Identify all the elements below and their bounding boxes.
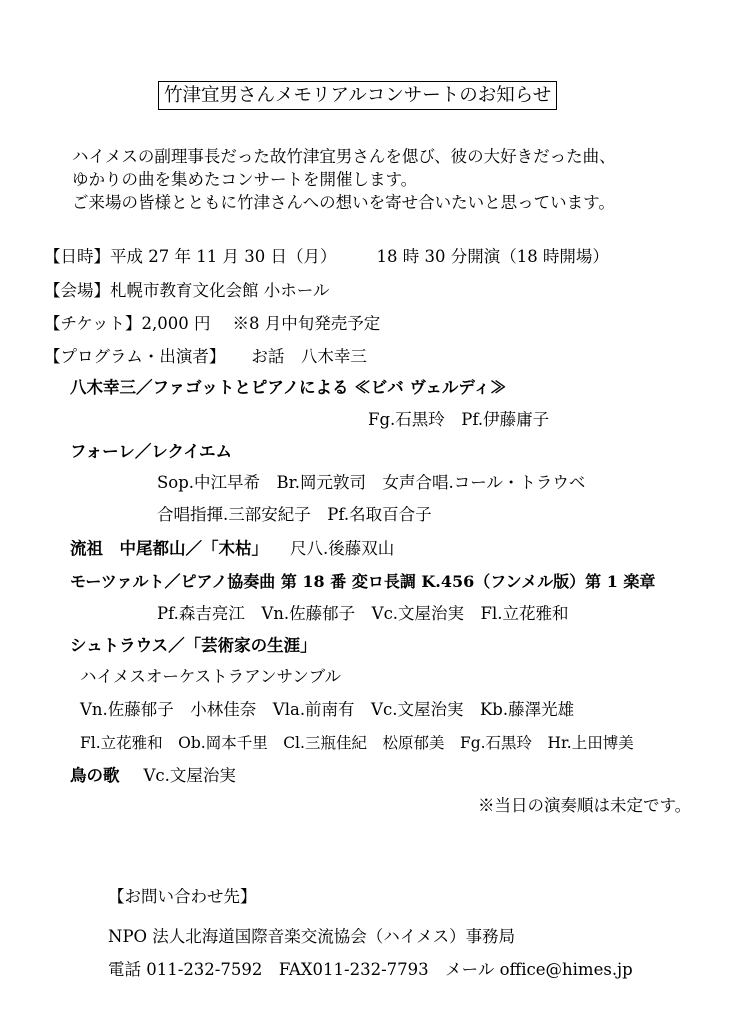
program-item-3 bbox=[70, 539, 394, 559]
program-item-6-players: Vc.文屋治実 bbox=[143, 766, 236, 785]
program-item-6-title: 鳥の歌 bbox=[70, 766, 120, 785]
ticket-label: 【チケット】 bbox=[44, 314, 142, 333]
ticket-row bbox=[44, 314, 380, 334]
venue-value: 札幌市教育文化会館 小ホール bbox=[110, 281, 330, 300]
program-item-6 bbox=[70, 766, 236, 786]
intro-line-2: ゆかりの曲を集めたコンサートを開催します。 bbox=[72, 170, 418, 189]
program-item-4-players: Pf.森吉亮江 Vn.佐藤郁子 Vc.文屋治実 Fl.立花雅和 bbox=[157, 604, 569, 623]
datetime-row bbox=[44, 247, 609, 267]
ticket-note: ※8 月中旬発売予定 bbox=[232, 314, 381, 333]
contact-org: NPO 法人北海道国際音楽交流協会（ハイメス）事務局 bbox=[108, 927, 516, 946]
program-item-3-title: 流祖 中尾都山／「木枯」 bbox=[70, 539, 268, 558]
program-item-5-players-2: Fl.立花雅和 Ob.岡本千里 Cl.三瓶佳紀 松原郁美 Fg.石黒玲 Hr.上田博美 bbox=[80, 734, 634, 752]
program-item-5-players-1: Vn.佐藤郁子 小林佳奈 Vla.前南有 Vc.文屋治実 Kb.藤澤光雄 bbox=[80, 700, 575, 719]
contact-phone: 電話 011-232-7592 FAX011-232-7793 メール office@himes.jp bbox=[108, 960, 633, 979]
program-row bbox=[44, 347, 367, 367]
ticket-value: 2,000 円 bbox=[141, 314, 211, 333]
program-item-1-players: Fg.石黒玲 Pf.伊藤庸子 bbox=[368, 410, 550, 429]
intro-line-3: ご来場の皆様とともに竹津さんへの想いを寄せ合いたいと思っています。 bbox=[72, 193, 615, 212]
program-talk: お話 八木幸三 bbox=[251, 347, 367, 366]
datetime-label: 【日時】 bbox=[44, 247, 110, 266]
program-item-2-players-1: Sop.中江早希 Br.岡元敦司 女声合唱.コール・トラウベ bbox=[157, 473, 586, 492]
program-item-5-title: シュトラウス／「芸術家の生涯」 bbox=[70, 636, 317, 655]
program-item-5-ensemble: ハイメスオーケストラアンサンブル bbox=[80, 667, 342, 686]
program-item-2-title: フォーレ／レクイエム bbox=[70, 442, 233, 461]
venue-label: 【会場】 bbox=[44, 281, 110, 300]
venue-row bbox=[44, 281, 329, 301]
program-item-1-title: 八木幸三／ファゴットとピアノによる ≪ビバ ヴェルディ≫ bbox=[70, 378, 507, 397]
contact-label: 【お問い合わせ先】 bbox=[108, 887, 257, 906]
program-item-3-players: 尺八.後藤双山 bbox=[290, 539, 395, 558]
program-item-2-players-2: 合唱指揮.三部安紀子 Pf.名取百合子 bbox=[157, 505, 432, 524]
order-note: ※当日の演奏順は未定です。 bbox=[478, 796, 692, 815]
program-item-4-title: モーツァルト／ピアノ協奏曲 第 18 番 変ロ長調 K.456（フンメル版）第 1 楽章 bbox=[70, 572, 656, 591]
intro-line-1: ハイメスの副理事長だった故竹津宜男さんを偲び、彼の大好きだった曲、 bbox=[72, 147, 616, 166]
datetime-value: 平成 27 年 11 月 30 日（月） bbox=[110, 247, 337, 266]
program-label: 【プログラム・出演者】 bbox=[44, 347, 226, 366]
datetime-time: 18 時 30 分開演（18 時開場） bbox=[376, 247, 609, 266]
page-title: 竹津宜男さんメモリアルコンサートのお知らせ bbox=[158, 81, 557, 110]
